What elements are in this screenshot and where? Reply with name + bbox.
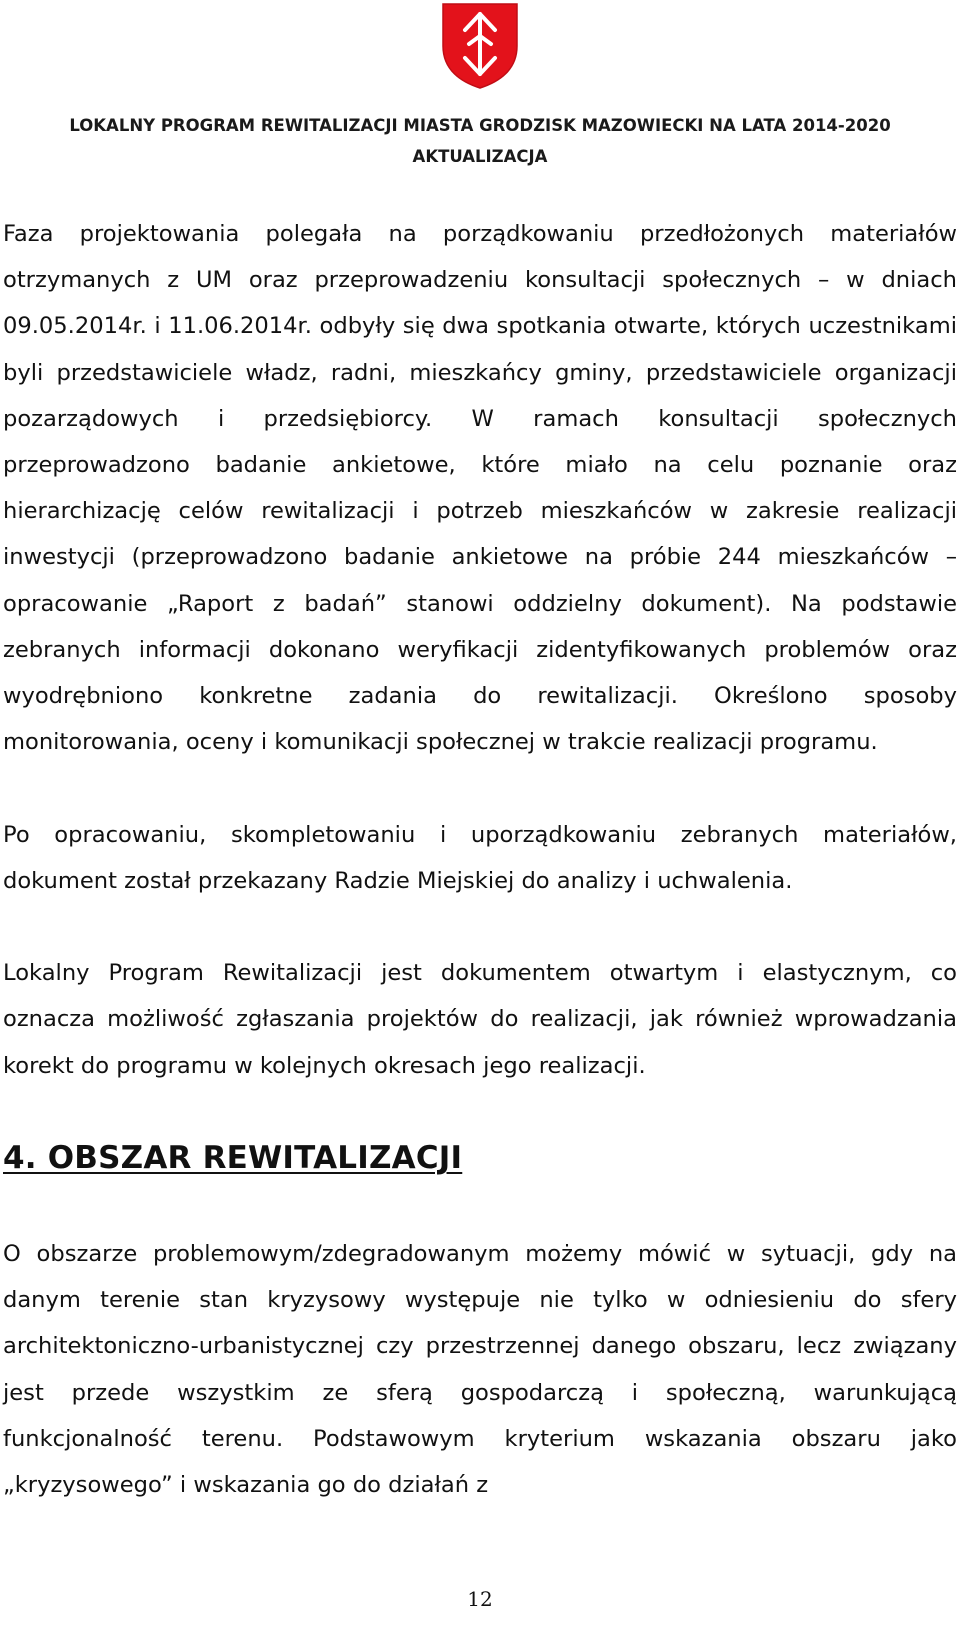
section-heading: 4. OBSZAR REWITALIZACJI (3, 1140, 463, 1177)
page-number: 12 (467, 1587, 493, 1611)
paragraph-open-document: Lokalny Program Rewitalizacji jest dokumentem otwartym i elastycznym, co oznacza możliwość zgłaszania projektów do realizacji, jak również wprowadzania korekt do programu w kolejnych okresach jego realizacji. (3, 960, 957, 1079)
paragraph-design-phase: Faza projektowania polegała na porządkowaniu przedłożonych materiałów otrzymanych z UM oraz przeprowadzeniu konsultacji społecznych – w dniach 09.05.2014r. i 11.06.2014r. odbyły się dwa spotkania otwarte, których uczestnikami byli przedstawiciele władz, radni, mieszkańcy gminy, przedstawiciele organizacji pozarządowych i przedsiębiorcy. W ramach konsultacji społecznych przeprowadzono badanie ankietowe, które miało na celu poznanie oraz hierarchizację celów rewitalizacji i potrzeb mieszkańców w zakresie realizacji inwestycji (przeprowadzono badanie ankietowe na próbie 244 mieszkańców – opracowanie „Raport z badań” stanowi oddzielny dokument). Na podstawie zebranych informacji dokonano weryfikacji zidentyfikowanych problemów oraz wyodrębniono konkretne zadania do rewitalizacji. Określono sposoby monitorowania, oceny i komunikacji społecznej w trakcie realizacji programu. (3, 221, 957, 756)
document-header (0, 110, 960, 172)
coat-of-arms-icon (441, 2, 519, 90)
document-body (3, 211, 957, 1554)
paragraph-council-submission: Po opracowaniu, skompletowaniu i uporządkowaniu zebranych materiałów, dokument został przekazany Radzie Miejskiej do analizy i uchwalenia. (3, 821, 957, 894)
document-subtitle: AKTUALIZACJA (412, 147, 548, 166)
paragraph-problem-area: O obszarze problemowym/zdegradowanym możemy mówić w sytuacji, gdy na danym terenie stan kryzysowy występuje nie tylko w odniesieniu do sfery architektoniczno-urbanistycznej czy przestrzennej danego obszaru, lecz związany jest przede wszystkim ze sferą gospodarczą i społeczną, warunkującą funkcjonalność terenu. Podstawowym kryterium wskazania obszaru jako „kryzysowego” i wskazania go do działań z (3, 1241, 957, 1499)
document-title: LOKALNY PROGRAM REWITALIZACJI MIASTA GRODZISK MAZOWIECKI NA LATA 2014-2020 (69, 116, 891, 135)
